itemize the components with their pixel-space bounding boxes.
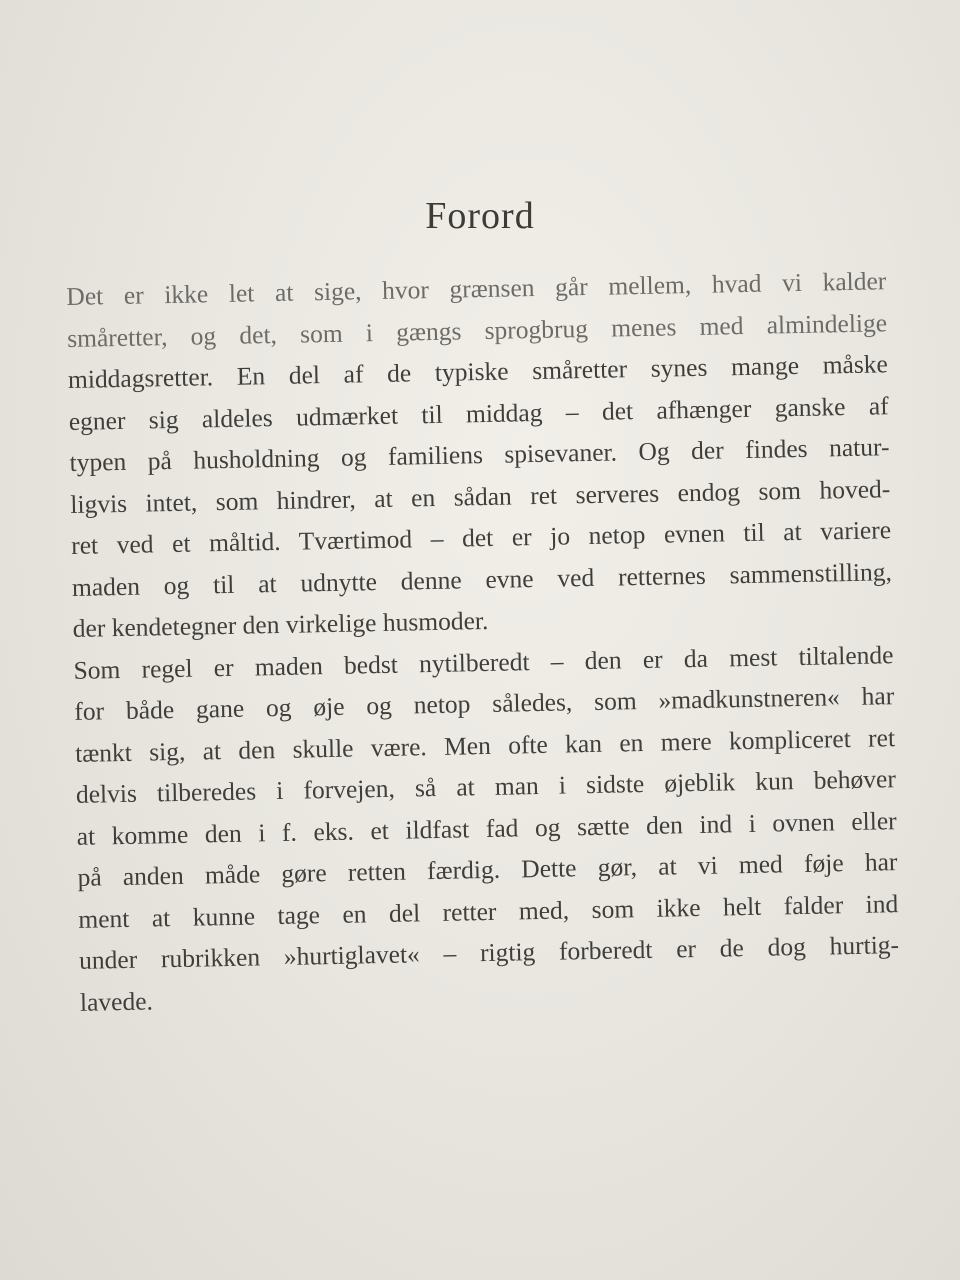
text-line: lavede.	[79, 985, 154, 1017]
text-line: maden og til at udnytte denne evne ved retternes sammenstilling,	[71, 556, 893, 602]
text-line: delvis tilberedes i forvejen, så at man i sidste øjeblik kun behøver	[75, 764, 897, 809]
text-line: at komme den i f. eks. et ildfast fad og sætte den ind i ovnen eller	[76, 805, 897, 851]
text-line: egner sig aldeles udmærket til middag – det afhænger ganske af	[68, 390, 889, 436]
text-line: under rubrikken »hurtiglavet« – rigtig forberedt er de dog hurtig-	[78, 930, 900, 975]
text-line: på anden måde gøre retten færdig. Dette gør, at vi med føje har	[77, 847, 898, 892]
text-line: Det er ikke let at sige, hvor grænsen går mellem, hvad vi kalder	[66, 266, 887, 311]
text-line: middagsretter. En del af de typiske småretter synes mange måske	[67, 349, 889, 394]
text-line: ret ved et måltid. Tværtimod – det er jo netop evnen til at variere	[70, 515, 892, 560]
text-line: ligvis intet, som hindrer, at en sådan ret serveres endog som hoved-	[70, 473, 891, 519]
text-line: Som regel er maden bedst nytilberedt – den er da mest tiltalende	[73, 639, 894, 685]
page-title: Forord	[425, 195, 535, 237]
preface-text	[66, 260, 900, 1023]
text-line: tænkt sig, at den skulle være. Men ofte kan en mere kompliceret ret	[74, 722, 896, 768]
text-line: ment at kunne tage en del retter med, som ikke helt falder ind	[78, 888, 899, 934]
text-line: der kendetegner den virkelige husmoder.	[72, 605, 489, 643]
text-line: typen på husholdning og familiens spisevaner. Og der findes natur-	[69, 432, 890, 477]
text-line: for både gane og øje og netop således, som »madkunstneren« har	[74, 681, 895, 726]
text-line: småretter, og det, som i gængs sprogbrug menes med almindelige	[66, 307, 888, 353]
